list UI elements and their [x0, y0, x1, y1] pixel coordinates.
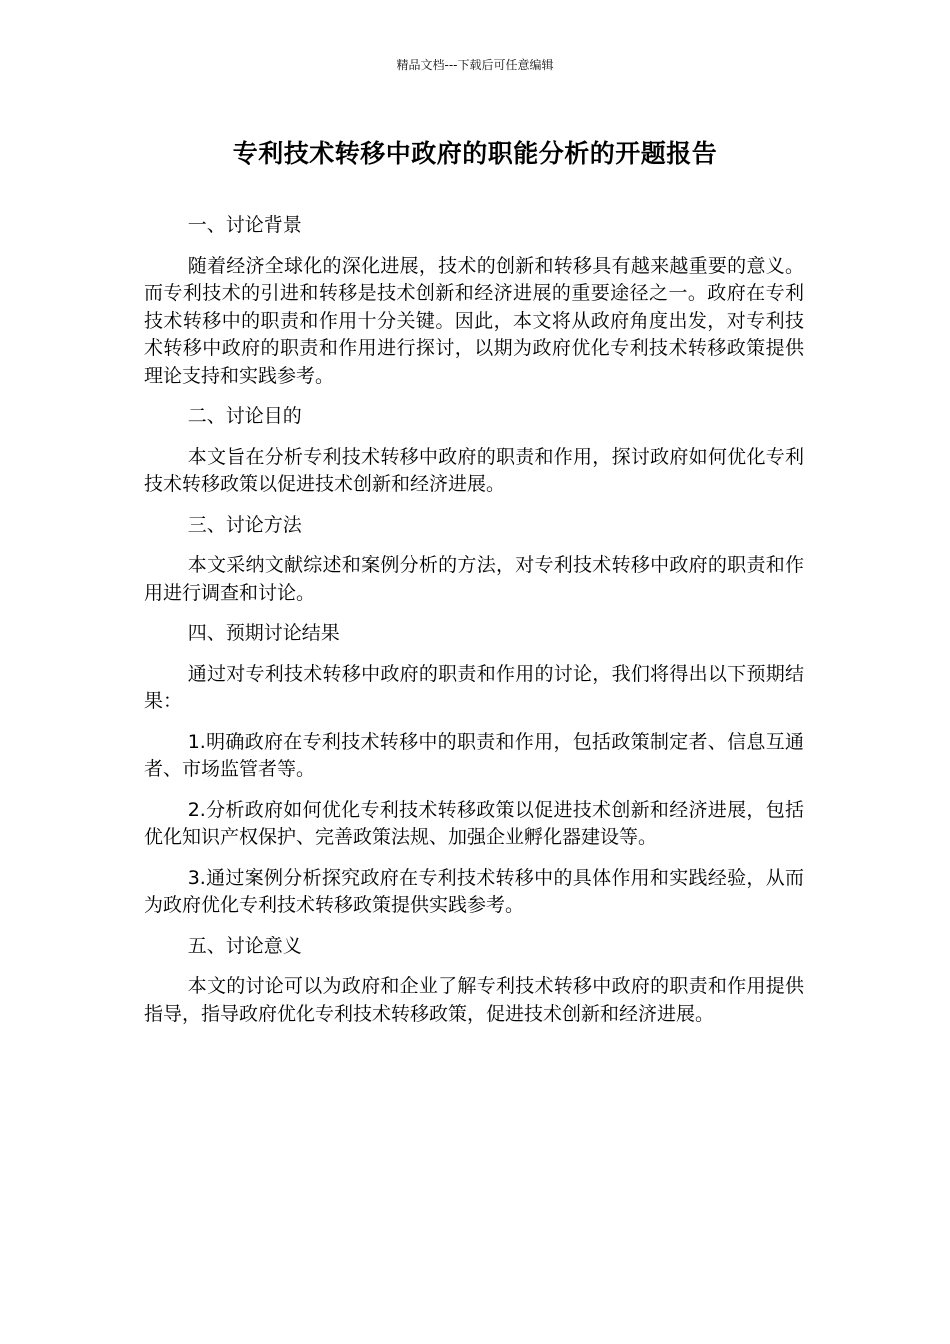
section-heading-background: 一、讨论背景	[187, 214, 302, 236]
paragraph-background: 随着经济全球化的深化进展，技术的创新和转移具有越来越重要的意义。而专利技术的引进和转移是技术创新和经济进展的重要途径之一。政府在专利技术转移中的职责和作用十分关键。因此，本文将从政府角度出发，对专利技术转移中政府的职责和作用进行探讨，以期为政府优化专利技术转移政策提供理论支持和实践参考。	[144, 254, 804, 387]
paragraph-method: 本文采纳文献综述和案例分析的方法，对专利技术转移中政府的职责和作用进行调查和讨论。	[144, 554, 804, 604]
document-body	[144, 212, 804, 1041]
section-heading-significance: 五、讨论意义	[187, 934, 302, 957]
document-title: 专利技术转移中政府的职能分析的开题报告	[232, 139, 718, 168]
section-heading-method: 三、讨论方法	[187, 513, 302, 536]
section-heading-purpose: 二、讨论目的	[187, 405, 302, 427]
paragraph-expected-item-2: 2.分析政府如何优化专利技术转移政策以促进技术创新和经济进展，包括优化知识产权保护、完善政策法规、加强企业孵化器建设等。	[144, 798, 804, 848]
paragraph-purpose: 本文旨在分析专利技术转移中政府的职责和作用，探讨政府如何优化专利技术转移政策以促进技术创新和经济进展。	[144, 445, 804, 495]
paragraph-significance: 本文的讨论可以为政府和企业了解专利技术转移中政府的职责和作用提供指导，指导政府优化专利技术转移政策，促进技术创新和经济进展。	[144, 975, 804, 1025]
paragraph-expected-item-1: 1.明确政府在专利技术转移中的职责和作用，包括政策制定者、信息互通者、市场监管者等。	[144, 730, 804, 780]
header-note: 精品文档---下载后可任意编辑	[396, 58, 554, 72]
paragraph-expected-item-3: 3.通过案例分析探究政府在专利技术转移中的具体作用和实践经验，从而为政府优化专利技术转移政策提供实践参考。	[144, 866, 804, 916]
paragraph-expected-intro: 通过对专利技术转移中政府的职责和作用的讨论，我们将得出以下预期结果：	[144, 662, 804, 712]
section-heading-expected-results: 四、预期讨论结果	[187, 622, 340, 644]
